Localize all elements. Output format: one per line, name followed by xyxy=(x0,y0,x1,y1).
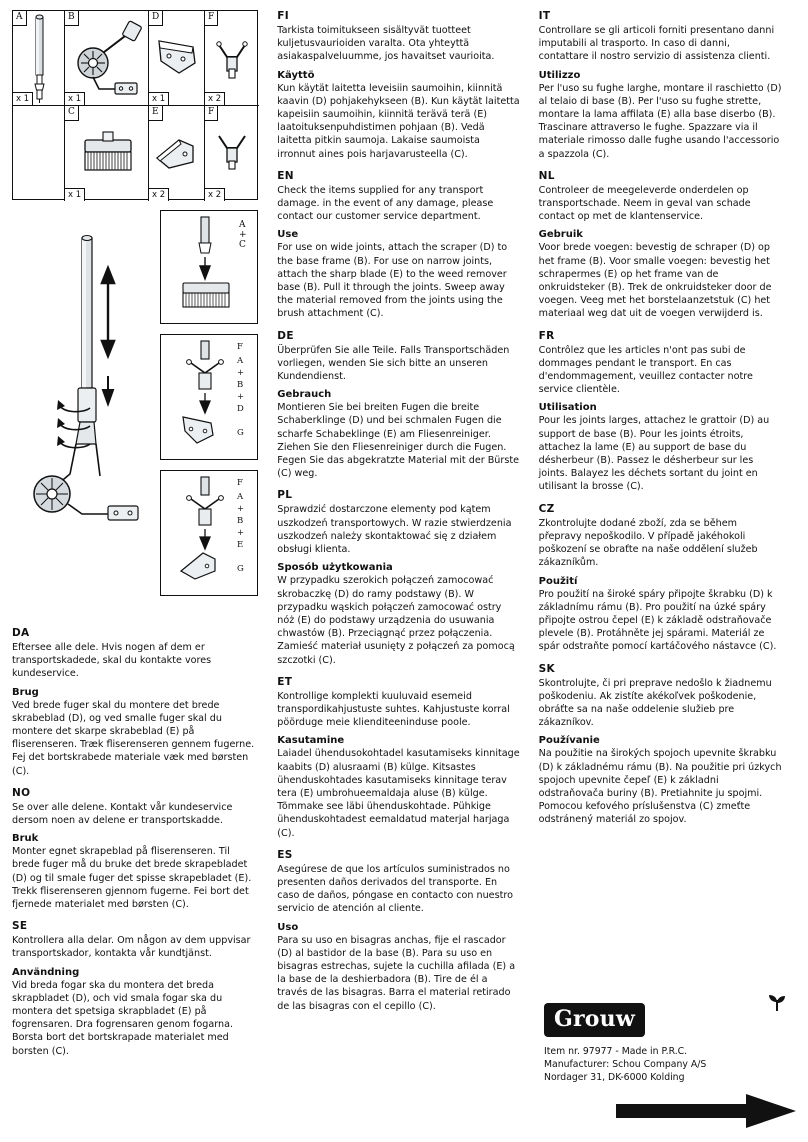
lang-block-sk xyxy=(539,663,782,827)
svg-text:C: C xyxy=(239,240,246,250)
svg-text:G: G xyxy=(237,428,244,438)
part-tag: B xyxy=(65,11,79,26)
lang-code: ES xyxy=(277,848,293,861)
part-cell-f2 xyxy=(205,106,259,201)
lang-paragraph: Ved brede fuger skal du montere det brede skrabeblad (D), og ved smalle fuger skal du montere det skarpe skrabeblad (E) på fliserenseren. Træk fliserenseren gennem fugerne. Fej det bortskrabede materiale væk med børsten (C). xyxy=(12,699,255,777)
part-quantity: x 2 xyxy=(205,188,225,202)
column-middle xyxy=(273,10,534,1132)
lang-subheading: Brug xyxy=(12,686,39,698)
lang-paragraph: Pour les joints larges, attachez le grattoir (D) au support de base (B). Pour les joints étroits, attachez la lame (E) au support de base du désherbeur (B). Passez le désherbeur sur les joints. Balayez les déchets sortant du joint en utilisant la brosse (C). xyxy=(538,415,770,493)
lang-block-no xyxy=(12,787,259,911)
part-quantity: x 2 xyxy=(205,92,225,106)
svg-text:+: + xyxy=(237,504,245,514)
lang-paragraph: Skontrolujte, či pri preprave nedošlo k žiadnemu poškodeniu. Ak zistíte akékoľvek poškodenie, obráťte sa na naše oddelenie služieb pre zákazníkov. xyxy=(538,677,772,729)
lang-paragraph: Per l'uso su fughe larghe, montare il raschietto (D) al telaio di base (B). Per l'uso su fughe strette, montare la lama affilata (E) alla base diserbo (B). Trascinare attraverso le fughe. Spazzare via il materiale rimosso dalle fughe usando l'accessorio a spazzola (C). xyxy=(538,82,782,160)
part-quantity: x 2 xyxy=(149,188,169,202)
part-quantity: x 1 xyxy=(13,92,33,106)
lang-paragraph: Se over alle delene. Kontakt vår kundeservice dersom noen av delene er transportskadde. xyxy=(12,801,233,827)
sprout-icon xyxy=(766,994,788,1012)
svg-text:F: F xyxy=(237,342,243,352)
svg-text:A: A xyxy=(237,492,244,502)
lang-code: PL xyxy=(277,489,293,502)
lang-paragraph: For use on wide joints, attach the scraper (D) to the base frame (B). For use on narrow joints, attach the sharp blade (E) to the weed remover base (B). Pull it through the joints. Sweep away the material removed from the joints using the brush attachment (C). xyxy=(277,242,508,320)
part-cell-e xyxy=(149,106,205,201)
lang-paragraph: Eftersee alle dele. Hvis nogen af dem er transportskadede, skal du kontakte vores kundeservice. xyxy=(12,642,212,680)
lang-paragraph: Vid breda fogar ska du montera det breda skrapbladet (D), och vid smala fogar ska du montera det spetsiga skrapbladet (E) på fogrensaren. Dra fogrensaren genom fogarna. Borsta bort det bortskrapade materialet med borsten (C). xyxy=(12,979,234,1057)
part-cell-d xyxy=(149,11,205,106)
lang-subheading: Gebruik xyxy=(538,229,583,241)
svg-text:E: E xyxy=(237,540,244,550)
item-number-line: Item nr. 97977 - Made in P.R.C. xyxy=(544,1046,688,1057)
three-column-layout xyxy=(12,10,796,1132)
lang-block-fi xyxy=(277,10,520,161)
lang-block-it xyxy=(539,10,782,161)
lang-subheading: Kasutamine xyxy=(277,735,345,747)
part-tag: A xyxy=(13,11,27,26)
part-cell-f xyxy=(205,11,259,106)
lang-paragraph: Pro použití na široké spáry připojte škrabku (D) k základnímu rámu (B). Pro použití na úzké spáry připojte ostrou čepel (E) k základě odstraňovače plevele (B). Protáhněte jej spárami. Materiál ze spár odstraňte pomocí kartáčového nástavce (C). xyxy=(538,588,777,653)
lang-code: DA xyxy=(12,627,30,639)
lang-paragraph: Contrôlez que les articles n'ont pas subi de dommages pendant le transport. En cas d'endommagement, veuillez contacter notre service clientèle. xyxy=(538,344,753,396)
lang-subheading: Utilisation xyxy=(538,402,597,414)
lang-subheading: Utilizzo xyxy=(538,69,581,81)
lang-block-de xyxy=(277,330,520,481)
svg-text:+: + xyxy=(237,392,245,402)
part-tag: F xyxy=(205,11,218,26)
lang-code: SK xyxy=(538,662,555,675)
lang-subheading: Použití xyxy=(538,575,578,587)
lang-paragraph: Kontrollige komplekti kuuluvaid esemeid transpordikahjustuste suhtes. Kahjustuste korral pöörduge meie klienditeeninduse poole. xyxy=(277,690,510,729)
lang-subheading: Bruk xyxy=(12,833,39,845)
part-quantity: x 1 xyxy=(65,92,85,106)
svg-text:+: + xyxy=(239,230,247,240)
lang-paragraph: Monter egnet skrapeblad på fliserenseren. Til brede fuger må du bruke det brede skrapebladet (D) og til smale fuger det spisse skrapebladet (E). Trekk fliserenseren gjennom fugerne. Fei bort det fjernede materialet med børsten (C). xyxy=(12,846,252,911)
assembly-figure xyxy=(12,208,258,618)
lang-code: CZ xyxy=(538,502,555,515)
column-left xyxy=(12,10,273,1132)
lang-paragraph: Controleer de meegeleverde onderdelen op transportschade. Neem in geval van schade contact op met de klantenservice. xyxy=(538,184,751,223)
lang-paragraph: Na použitie na širokých spojoch upevnite škrabku (D) k základnému rámu (B). Na použitie pri úzkych spojoch upevnite čepeľ (E) k základni odstraňovača buriny (B). Pretiahnite ju spojmi. Pomocou kefového príslušenstva (C) zmeťte odstránený materiál zo spojov. xyxy=(538,748,782,826)
part-quantity: x 1 xyxy=(65,188,85,202)
svg-text:B: B xyxy=(237,380,244,390)
direction-arrow xyxy=(616,1094,796,1128)
lang-paragraph: Laiadel ühendusokohtadel kasutamiseks kinnitage kaabits (D) alusraami (B) külge. Kitsastes ühenduskohtades kasutamiseks kinnitage terav tera (E) umbrohueemaldaja aluse (B) külge. Tõmmake see läbi ühenduskohtade. Pühkige ühenduskohtadest eemaldatud materjal harjaga (C). xyxy=(277,748,520,839)
part-tag: E xyxy=(149,106,163,121)
lang-paragraph: Tarkista toimitukseen sisältyvät tuotteet kuljetusvaurioiden varalta. Ota yhteyttä asiakaspalveluumme, jos havaitset vaurioita. xyxy=(277,25,495,63)
part-tag: C xyxy=(65,106,79,121)
lang-block-et xyxy=(277,676,520,840)
lang-paragraph: Kontrollera alla delar. Om någon av dem uppvisar transportskador, kontakta vår kundtjänst. xyxy=(12,935,251,960)
lang-paragraph: Kun käytät laitetta leveisiin saumoihin, kiinnitä kaavin (D) pohjakehykseen (B). Kun käytät laitetta kapeisiin saumoihin, kiinnitä terävä terä (E) laatoituksenpuhdistimen pohjaan (B). Vedä laitetta pitkin saumoja. Lakaise saumoista irronnut aines pois harjavarusteella (C). xyxy=(277,82,520,160)
lang-paragraph: Asegúrese de que los artículos suministrados no presenten daños derivados del transporte. En caso de daños, póngase en contacto con nuestro servicio de atención al cliente. xyxy=(277,863,513,915)
lang-block-nl xyxy=(539,170,782,321)
svg-text:+: + xyxy=(237,528,245,538)
lang-paragraph: Zkontrolujte dodané zboží, zda se během přepravy nepoškodilo. V případě jakéhokoli poškození se obraťte na naše oddělení služeb zákazníkům. xyxy=(538,517,758,569)
lang-code: EN xyxy=(277,169,294,182)
footer-block xyxy=(544,1003,794,1084)
part-cell-c xyxy=(65,106,149,201)
lang-block-da xyxy=(12,627,259,778)
lang-code: NL xyxy=(538,169,555,182)
lang-block-cz xyxy=(539,503,782,654)
inset-a-c xyxy=(160,210,258,324)
svg-text:F: F xyxy=(237,478,243,488)
part-quantity: x 1 xyxy=(149,92,169,106)
lang-block-en xyxy=(277,170,520,321)
parts-overview-figure xyxy=(12,10,258,200)
svg-text:A: A xyxy=(237,356,244,366)
svg-text:+: + xyxy=(237,368,245,378)
lang-subheading: Používanie xyxy=(538,735,600,747)
brand-name: Grouw xyxy=(544,1003,645,1037)
svg-text:G: G xyxy=(237,564,244,574)
lang-code: ET xyxy=(277,675,293,688)
lang-subheading: Use xyxy=(277,229,299,241)
lang-paragraph: Check the items supplied for any transport damage. in the event of any damage, please contact our customer service department. xyxy=(277,184,494,223)
lang-paragraph: Sprawdzić dostarczone elementy pod kątem uszkodzeń transportowych. W razie stwierdzenia uszkodzeń należy skontaktować się z działem obsługi klienta. xyxy=(277,504,512,556)
lang-subheading: Käyttö xyxy=(277,69,315,81)
lang-code: SE xyxy=(12,920,28,933)
svg-text:D: D xyxy=(237,404,244,414)
lang-paragraph: Voor brede voegen: bevestig de schraper (D) op het frame (B). Voor smalle voegen: bevestig het schrapermes (E) op het frame van de onkruidsteker (B). Trek de onkruidsteker door de voegen. Veeg met het borstelaanzetstuk (C) het materiaal weg dat uit de voegen verwijderd is. xyxy=(538,242,772,320)
lang-subheading: Användning xyxy=(12,966,80,978)
lang-paragraph: W przypadku szerokich połączeń zamocować skrobaczkę (D) do ramy podstawy (B). W przypadku wąskich połączeń zamocować ostry nóż (E) do podstawy urządzenia do usuwania chwastów (B). Przeciągnąć przez połączenia. Zamieść materiał usunięty z połączeń za pomocą szczotki (C). xyxy=(277,575,515,666)
lang-subheading: Gebrauch xyxy=(277,389,332,401)
column-right xyxy=(535,10,796,1132)
manufacturer-info xyxy=(544,1045,794,1084)
lang-code: FR xyxy=(538,329,555,342)
part-tag: F xyxy=(205,106,218,121)
brand-logo xyxy=(544,1003,794,1037)
lang-block-se xyxy=(12,920,259,1058)
lang-subheading: Sposób użytkowania xyxy=(277,562,393,574)
lang-paragraph: Überprüfen Sie alle Teile. Falls Transportschäden vorliegen, wenden Sie sich bitte an unseren Kundendienst. xyxy=(277,344,510,383)
inset-a-b-e xyxy=(160,470,258,596)
manufacturer-line: Manufacturer: Schou Company A/S xyxy=(544,1059,707,1070)
svg-text:A: A xyxy=(239,220,246,230)
lang-paragraph: Para su uso en bisagras anchas, fije el rascador (D) al bastidor de la base (B). Para su uso en bisagras estrechas, sujete la cuchilla afilada (E) a la base de la deshierbadora (B). Tire de él a través de las bisagras. Barra el material retirado de las bisagras con el cepillo (C). xyxy=(277,934,516,1012)
lang-paragraph: Controllare se gli articoli forniti presentano danni imputabili al trasporto. In caso di danni, contattare il nostro servizio di assistenza clienti. xyxy=(538,25,775,63)
inset-a-b-d xyxy=(160,334,258,460)
address-line: Nordager 31, DK-6000 Kolding xyxy=(544,1072,685,1083)
lang-code: DE xyxy=(277,329,294,342)
part-tag: D xyxy=(149,11,163,26)
lang-code: NO xyxy=(12,786,31,799)
lang-code: IT xyxy=(538,10,551,22)
lang-subheading: Uso xyxy=(277,921,299,933)
svg-text:B: B xyxy=(237,516,244,526)
lang-block-fr xyxy=(539,330,782,494)
part-cell-a xyxy=(13,11,65,106)
lang-block-es xyxy=(277,849,520,1013)
lang-code: FI xyxy=(277,10,289,22)
part-cell-b xyxy=(65,11,149,106)
lang-paragraph: Montieren Sie bei breiten Fugen die breite Schaberklinge (D) und bei schmalen Fugen die scharfe Schabeklinge (E) am Fliesenreiniger. Ziehen Sie den Fliesenreiniger durch die Fugen. Fegen Sie das abgekratzte Material mit der Bürste (C) weg. xyxy=(277,402,519,480)
lang-block-pl xyxy=(277,489,520,666)
part-cell-empty xyxy=(13,106,65,201)
